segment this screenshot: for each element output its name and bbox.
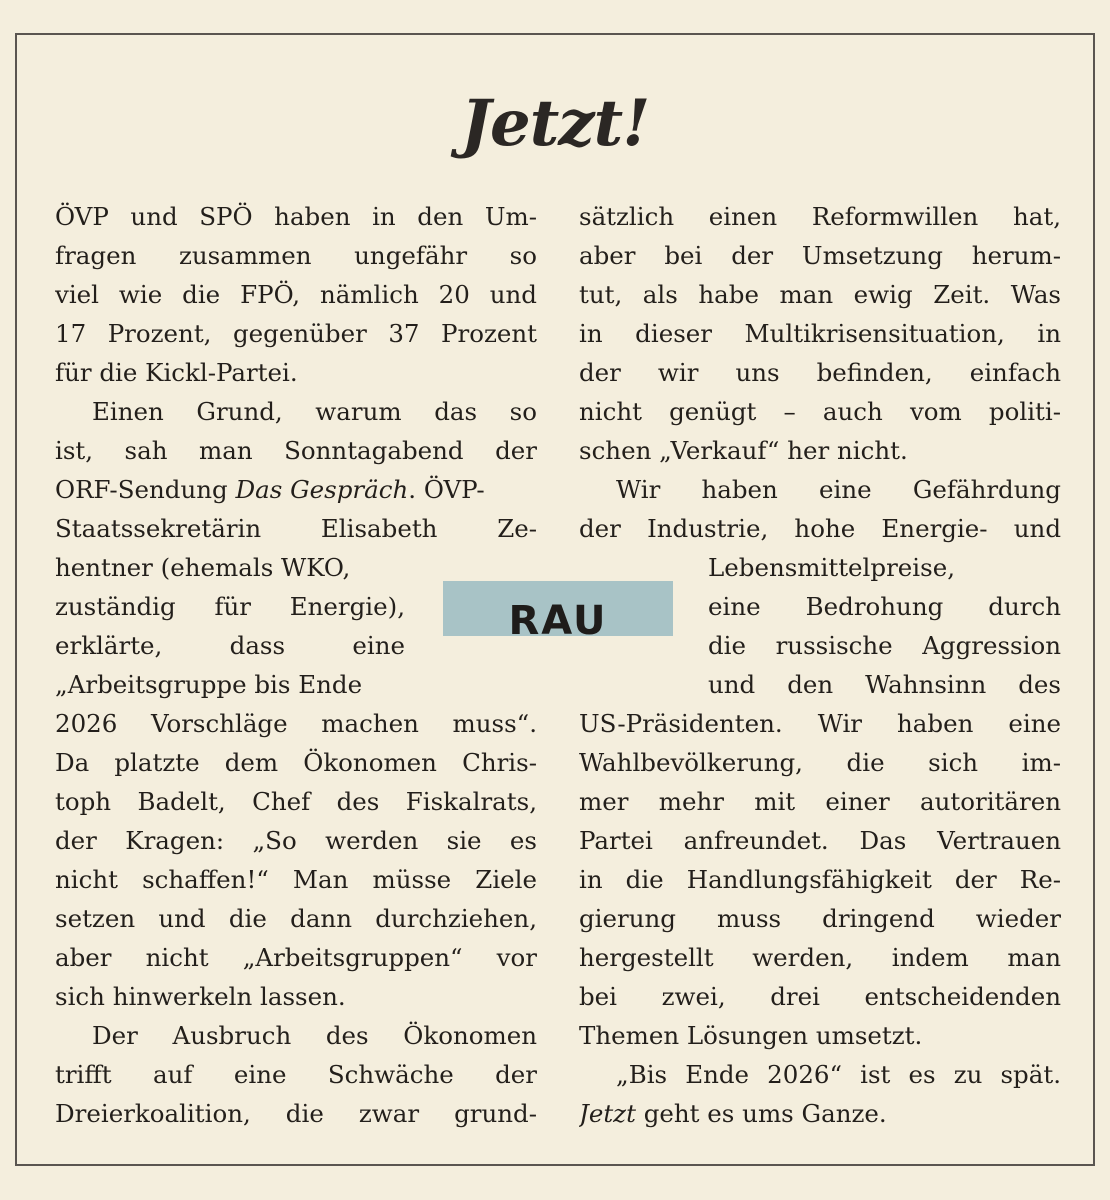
text-line: ist, sah man Sonntagabend der <box>55 436 537 465</box>
text-line: Lebensmittelpreise, <box>708 553 955 582</box>
text-line: Da platzte dem Ökonomen Chris- <box>55 748 537 777</box>
text-line: sätzlich einen Reformwillen hat, <box>579 202 1061 231</box>
author-name: RAU <box>508 598 608 644</box>
text-line: in dieser Multikrisensituation, in <box>579 319 1061 348</box>
article-title: Jetzt! <box>460 86 650 161</box>
text-line <box>55 470 537 510</box>
text-line: viel wie die FPÖ, nämlich 20 und <box>55 280 537 309</box>
text-line: US-Präsidenten. Wir haben eine <box>579 709 1061 738</box>
text-line: nicht schaffen!“ Man müsse Ziele <box>55 865 537 894</box>
text-line: schen „Verkauf“ her nicht. <box>579 436 908 465</box>
text-segment: geht es ums Ganze. <box>635 1099 887 1128</box>
text-line: die russische Aggression <box>708 631 1061 660</box>
text-line: der wir uns befinden, einfach <box>579 358 1061 387</box>
text-line: der Industrie, hohe Energie- und <box>579 514 1061 543</box>
text-line: der Kragen: „So werden sie es <box>55 826 537 855</box>
text-line: „Bis Ende 2026“ ist es zu spät. <box>616 1060 1061 1089</box>
text-segment: ORF-Sendung <box>55 475 236 504</box>
text-line: 2026 Vorschläge machen muss“. <box>55 709 537 738</box>
text-line: „Arbeitsgruppe bis Ende <box>55 670 363 699</box>
text-line: Themen Lösungen umsetzt. <box>579 1021 923 1050</box>
text-line: zuständig für Energie), <box>55 592 405 621</box>
text-line: toph Badelt, Chef des Fiskalrats, <box>55 787 537 816</box>
text-line: Wahlbevölkerung, die sich im- <box>579 748 1061 777</box>
text-line: eine Bedrohung durch <box>708 592 1061 621</box>
text-line: fragen zusammen ungefähr so <box>55 241 537 270</box>
emphasis-text: Jetzt <box>579 1099 636 1128</box>
text-line: hentner (ehemals WKO, <box>55 553 351 582</box>
text-line: Der Ausbruch des Ökonomen <box>92 1021 537 1050</box>
text-line: mer mehr mit einer autoritären <box>579 787 1061 816</box>
text-line: ÖVP und SPÖ haben in den Um- <box>55 202 537 231</box>
text-line: und den Wahnsinn des <box>708 670 1061 699</box>
text-line: nicht genügt – auch vom politi- <box>579 397 1061 426</box>
text-line: aber bei der Umsetzung herum- <box>579 241 1061 270</box>
author-box <box>443 581 673 644</box>
text-line: für die Kickl-Partei. <box>55 358 298 387</box>
text-line <box>579 1094 1061 1134</box>
text-line: Einen Grund, warum das so <box>92 397 537 426</box>
text-line: 17 Prozent, gegenüber 37 Prozent <box>55 319 537 348</box>
text-line: gierung muss dringend wieder <box>579 904 1061 933</box>
text-line: bei zwei, drei entscheidenden <box>579 982 1061 1011</box>
text-line: trifft auf eine Schwäche der <box>55 1060 537 1089</box>
text-line: Dreierkoalition, die zwar grund- <box>55 1099 537 1128</box>
text-line: Partei anfreundet. Das Vertrauen <box>579 826 1061 855</box>
show-title: Das Gespräch <box>235 475 409 504</box>
text-segment: . ÖVP- <box>408 475 485 504</box>
text-line: sich hinwerkeln lassen. <box>55 982 346 1011</box>
text-line: tut, als habe man ewig Zeit. Was <box>579 280 1061 309</box>
text-line: aber nicht „Arbeitsgruppen“ vor <box>55 943 537 972</box>
text-line: Staatssekretärin Elisabeth Ze- <box>55 514 537 543</box>
text-line: in die Handlungsfähigkeit der Re- <box>579 865 1061 894</box>
text-line: setzen und die dann durchziehen, <box>55 904 537 933</box>
text-line: hergestellt werden, indem man <box>579 943 1061 972</box>
text-line: erklärte, dass eine <box>55 631 405 660</box>
text-line: Wir haben eine Gefährdung <box>616 475 1061 504</box>
